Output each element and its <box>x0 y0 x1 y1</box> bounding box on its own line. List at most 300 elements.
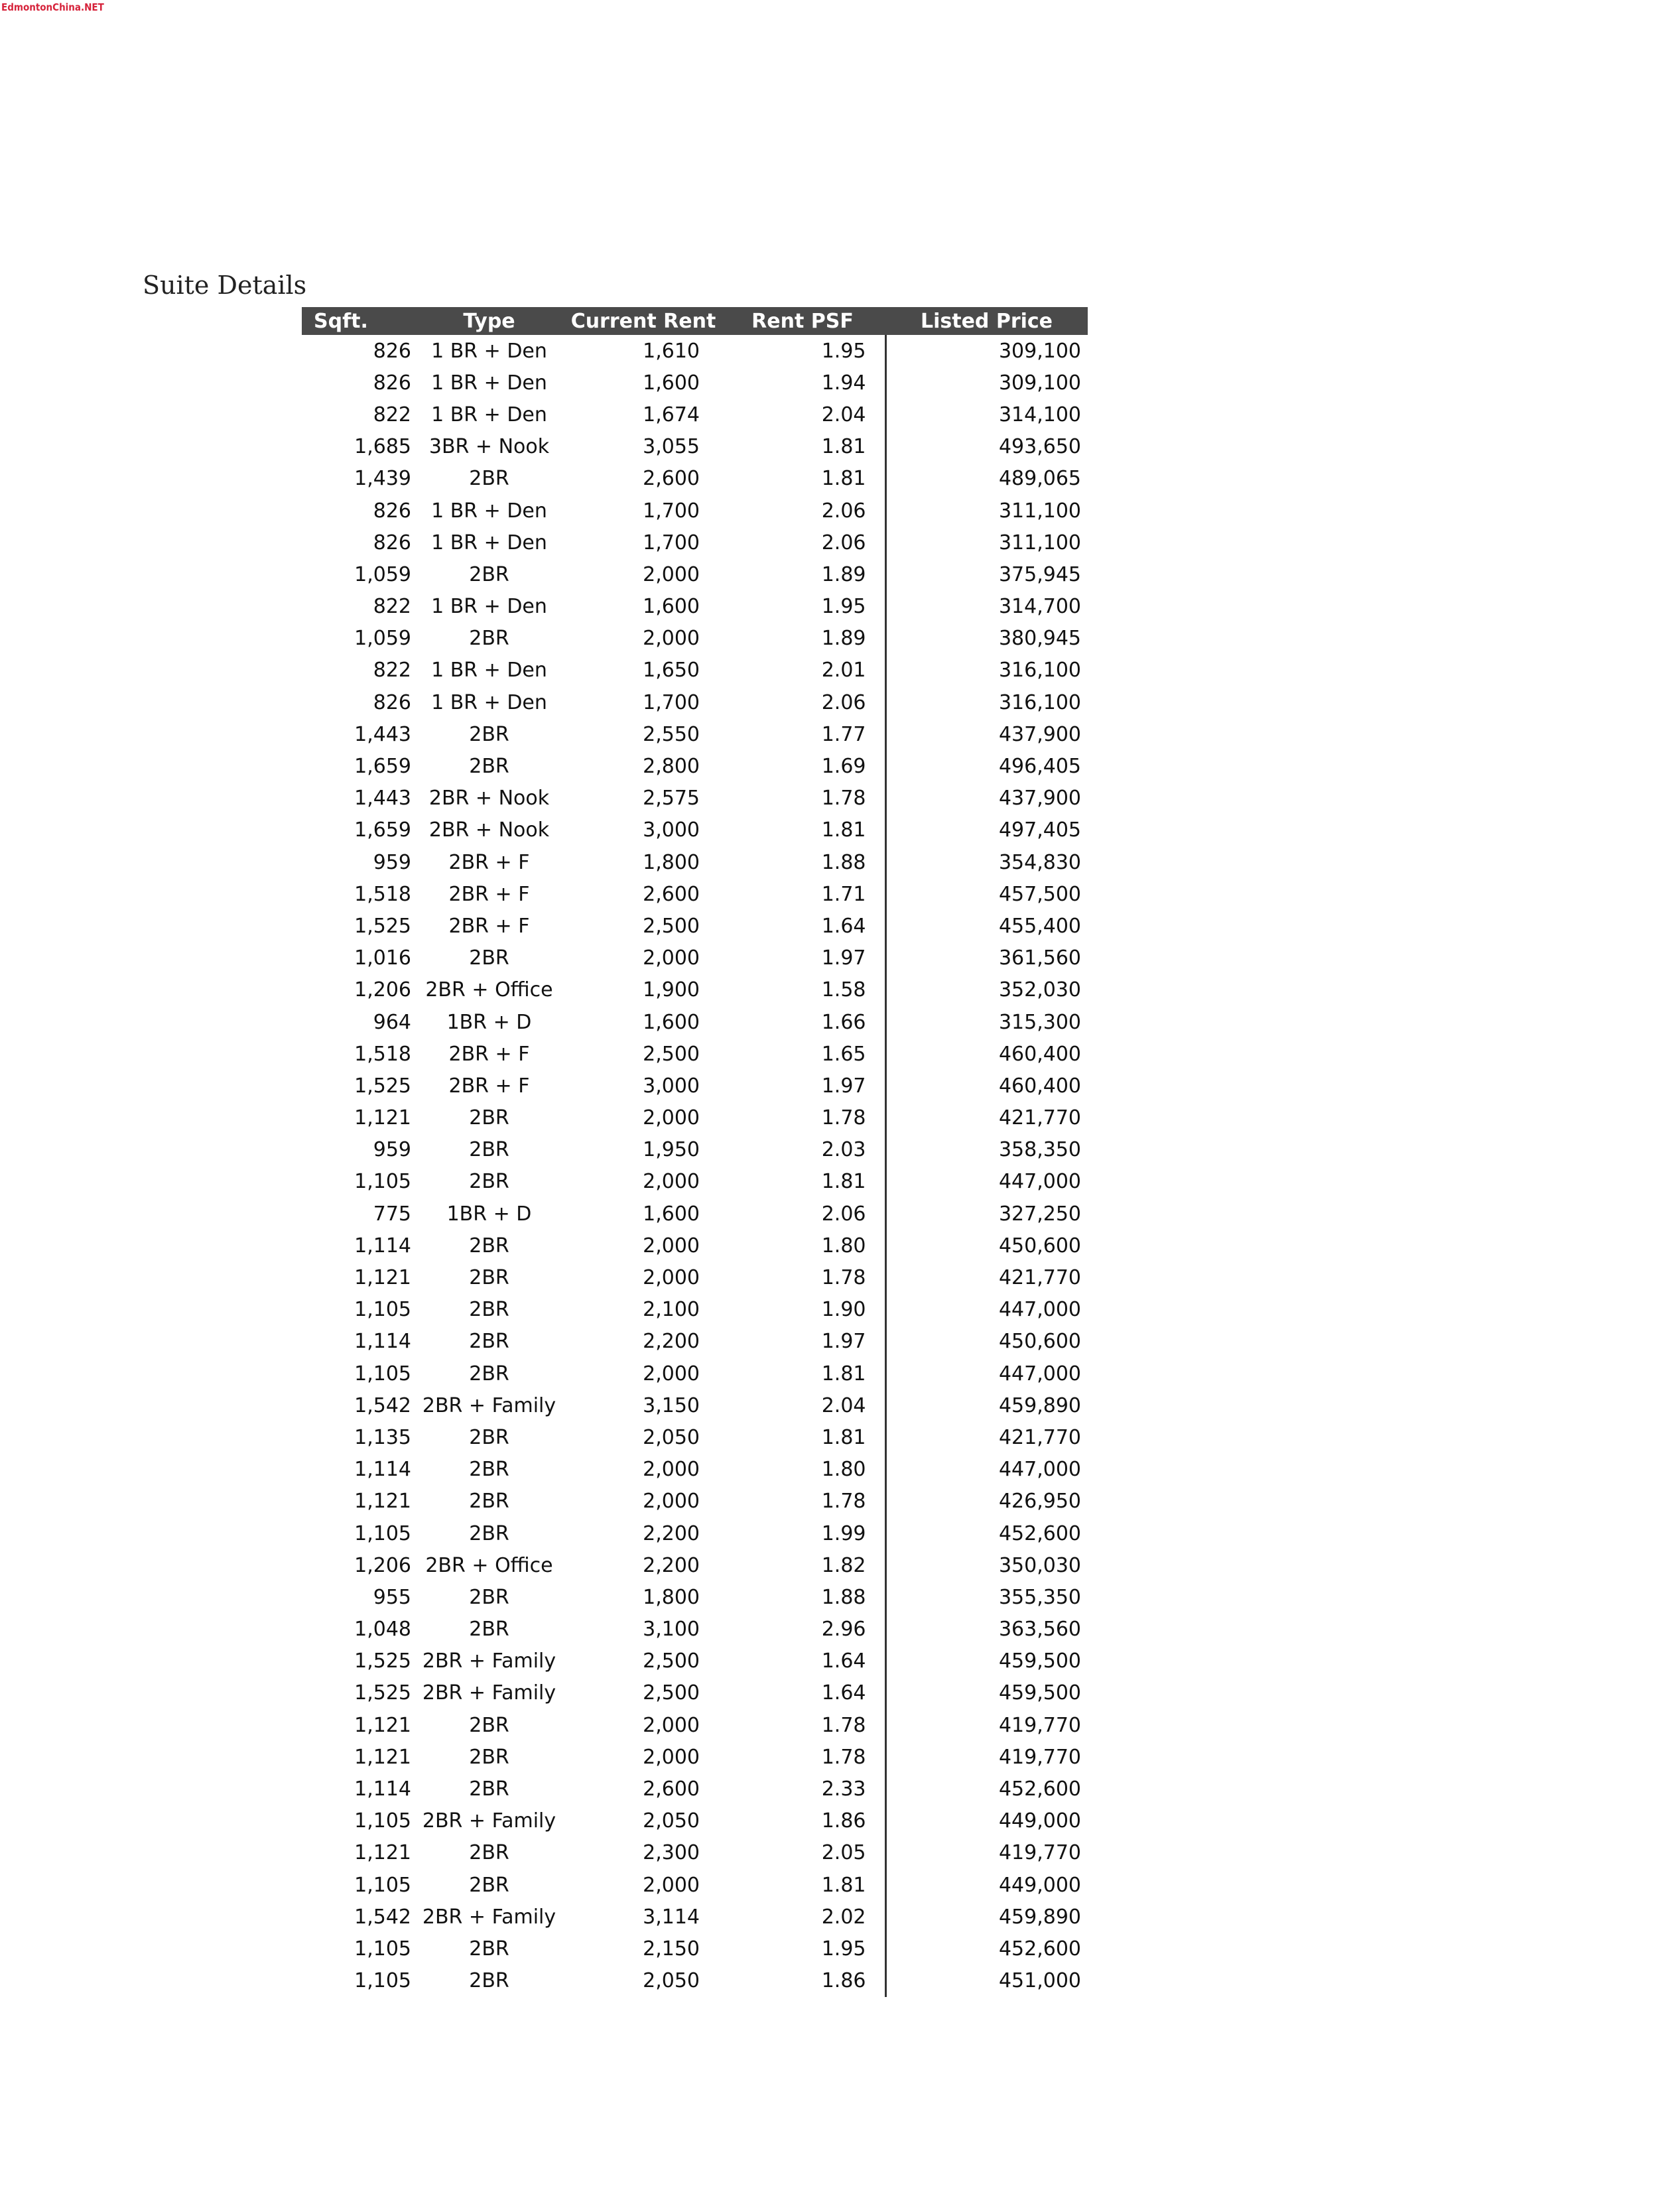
table-row <box>302 558 1088 590</box>
cell-listed-price: 447,000 <box>998 1362 1081 1386</box>
cell-type: 2BR <box>469 1298 509 1322</box>
cell-rent-psf: 1.95 <box>720 591 885 623</box>
cell-rent-psf: 1.78 <box>720 1709 885 1741</box>
cell-sqft: 826 <box>373 690 411 714</box>
cell-rent-psf: 1.71 <box>720 878 885 910</box>
cell-current-rent: 2,500 <box>643 914 700 938</box>
cell-type: 2BR <box>469 1969 509 1993</box>
cell-type: 2BR + Family <box>422 1681 556 1705</box>
cell-rent-psf: 1.81 <box>720 1421 885 1453</box>
table-row <box>302 399 1088 430</box>
table-row <box>302 910 1088 942</box>
cell-listed-price: 459,890 <box>998 1393 1081 1417</box>
cell-sqft: 822 <box>373 659 411 682</box>
cell-listed-price: 493,650 <box>998 435 1081 459</box>
cell-rent-psf: 1.78 <box>720 1486 885 1517</box>
cell-rent-psf: 2.96 <box>720 1614 885 1646</box>
cell-current-rent: 2,600 <box>643 882 700 906</box>
cell-sqft: 1,121 <box>354 1106 411 1130</box>
cell-current-rent: 3,000 <box>643 1074 700 1098</box>
cell-listed-price: 352,030 <box>998 978 1081 1002</box>
cell-current-rent: 1,800 <box>643 1585 700 1609</box>
header-sqft: Sqft. <box>302 307 411 335</box>
cell-current-rent: 2,600 <box>643 467 700 491</box>
header-listed-price: Listed Price <box>885 307 1088 335</box>
cell-listed-price: 452,600 <box>998 1777 1081 1801</box>
cell-listed-price: 457,500 <box>998 882 1081 906</box>
cell-sqft: 1,121 <box>354 1266 411 1290</box>
cell-type: 2BR + Family <box>422 1809 556 1833</box>
cell-type: 2BR <box>469 467 509 491</box>
cell-current-rent: 1,700 <box>643 531 700 554</box>
cell-sqft: 964 <box>373 1010 411 1034</box>
table-row <box>302 1773 1088 1805</box>
cell-rent-psf: 1.80 <box>720 1454 885 1486</box>
cell-sqft: 1,059 <box>354 627 411 651</box>
cell-rent-psf: 1.64 <box>720 910 885 942</box>
table-row <box>302 335 1088 367</box>
cell-rent-psf: 2.33 <box>720 1773 885 1805</box>
cell-type: 2BR <box>469 1234 509 1258</box>
cell-type: 2BR + F <box>448 1042 530 1066</box>
cell-listed-price: 447,000 <box>998 1458 1081 1482</box>
table-row <box>302 367 1088 399</box>
cell-rent-psf: 2.02 <box>720 1901 885 1933</box>
cell-type: 2BR <box>469 1777 509 1801</box>
cell-sqft: 1,105 <box>354 1298 411 1322</box>
cell-rent-psf: 2.03 <box>720 1134 885 1166</box>
cell-sqft: 1,105 <box>354 1873 411 1897</box>
cell-rent-psf: 1.89 <box>720 623 885 655</box>
table-row <box>302 1646 1088 1677</box>
cell-rent-psf: 1.66 <box>720 1006 885 1038</box>
cell-listed-price: 455,400 <box>998 914 1081 938</box>
cell-type: 2BR <box>469 1585 509 1609</box>
cell-listed-price: 311,100 <box>998 531 1081 554</box>
cell-type: 2BR + Office <box>425 978 553 1002</box>
table-row <box>302 1614 1088 1646</box>
cell-rent-psf: 1.95 <box>720 1933 885 1965</box>
table-row <box>302 1581 1088 1613</box>
cell-current-rent: 2,200 <box>643 1553 700 1577</box>
header-rent-psf: Rent PSF <box>720 307 885 335</box>
cell-listed-price: 316,100 <box>998 690 1081 714</box>
table-row <box>302 1166 1088 1198</box>
cell-sqft: 1,121 <box>354 1745 411 1769</box>
suite-details-table <box>302 307 1088 1997</box>
cell-rent-psf: 1.82 <box>720 1549 885 1581</box>
cell-current-rent: 2,000 <box>643 1745 700 1769</box>
cell-current-rent: 2,500 <box>643 1042 700 1066</box>
cell-type: 2BR + Family <box>422 1905 556 1929</box>
cell-sqft: 1,105 <box>354 1170 411 1194</box>
cell-type: 1 BR + Den <box>431 371 547 395</box>
cell-type: 2BR + Nook <box>428 787 550 810</box>
cell-current-rent: 2,050 <box>643 1809 700 1833</box>
cell-listed-price: 314,700 <box>998 595 1081 619</box>
cell-current-rent: 2,000 <box>643 1170 700 1194</box>
cell-rent-psf: 1.80 <box>720 1230 885 1261</box>
cell-sqft: 1,659 <box>354 755 411 779</box>
cell-sqft: 1,114 <box>354 1234 411 1258</box>
cell-sqft: 822 <box>373 403 411 426</box>
cell-current-rent: 1,674 <box>643 403 700 426</box>
cell-type: 2BR <box>469 1713 509 1737</box>
table-row <box>302 655 1088 686</box>
table-row <box>302 878 1088 910</box>
cell-sqft: 1,135 <box>354 1425 411 1449</box>
cell-listed-price: 327,250 <box>998 1202 1081 1226</box>
cell-listed-price: 450,600 <box>998 1330 1081 1354</box>
cell-listed-price: 426,950 <box>998 1490 1081 1514</box>
cell-type: 2BR <box>469 1521 509 1545</box>
cell-current-rent: 2,000 <box>643 1234 700 1258</box>
cell-listed-price: 497,405 <box>998 818 1081 842</box>
cell-current-rent: 2,050 <box>643 1425 700 1449</box>
cell-current-rent: 2,000 <box>643 1490 700 1514</box>
cell-current-rent: 1,600 <box>643 1010 700 1034</box>
cell-current-rent: 2,000 <box>643 1873 700 1897</box>
cell-current-rent: 2,000 <box>643 627 700 651</box>
cell-listed-price: 451,000 <box>998 1969 1081 1993</box>
cell-current-rent: 2,000 <box>643 1362 700 1386</box>
cell-listed-price: 309,100 <box>998 371 1081 395</box>
cell-rent-psf: 1.90 <box>720 1294 885 1326</box>
cell-listed-price: 419,770 <box>998 1745 1081 1769</box>
cell-listed-price: 421,770 <box>998 1425 1081 1449</box>
cell-listed-price: 489,065 <box>998 467 1081 491</box>
cell-rent-psf: 1.77 <box>720 718 885 750</box>
cell-sqft: 1,121 <box>354 1713 411 1737</box>
cell-rent-psf: 1.64 <box>720 1646 885 1677</box>
table-row <box>302 750 1088 782</box>
cell-sqft: 1,114 <box>354 1458 411 1482</box>
table-row <box>302 814 1088 846</box>
cell-sqft: 955 <box>373 1585 411 1609</box>
cell-current-rent: 1,900 <box>643 978 700 1002</box>
cell-type: 2BR <box>469 1425 509 1449</box>
cell-listed-price: 450,600 <box>998 1234 1081 1258</box>
table-row <box>302 1933 1088 1965</box>
cell-type: 1 BR + Den <box>431 531 547 554</box>
cell-current-rent: 2,000 <box>643 1713 700 1737</box>
table-row <box>302 591 1088 623</box>
cell-current-rent: 1,950 <box>643 1138 700 1162</box>
cell-rent-psf: 1.97 <box>720 942 885 974</box>
table-row <box>302 1038 1088 1070</box>
cell-rent-psf: 2.06 <box>720 495 885 527</box>
cell-rent-psf: 2.04 <box>720 1389 885 1421</box>
cell-type: 2BR <box>469 1330 509 1354</box>
cell-listed-price: 452,600 <box>998 1521 1081 1545</box>
cell-rent-psf: 1.86 <box>720 1965 885 1997</box>
cell-type: 2BR <box>469 1106 509 1130</box>
cell-rent-psf: 1.86 <box>720 1805 885 1837</box>
cell-rent-psf: 1.81 <box>720 1358 885 1389</box>
cell-current-rent: 1,800 <box>643 850 700 874</box>
cell-current-rent: 2,300 <box>643 1841 700 1865</box>
cell-rent-psf: 1.81 <box>720 1166 885 1198</box>
cell-sqft: 1,518 <box>354 882 411 906</box>
cell-current-rent: 3,000 <box>643 818 700 842</box>
cell-rent-psf: 1.97 <box>720 1070 885 1102</box>
cell-type: 2BR <box>469 1266 509 1290</box>
cell-sqft: 1,016 <box>354 946 411 970</box>
cell-current-rent: 3,114 <box>643 1905 700 1929</box>
cell-rent-psf: 1.64 <box>720 1677 885 1709</box>
cell-rent-psf: 2.06 <box>720 1198 885 1230</box>
cell-listed-price: 419,770 <box>998 1713 1081 1737</box>
cell-rent-psf: 1.81 <box>720 814 885 846</box>
table-row <box>302 1805 1088 1837</box>
cell-rent-psf: 1.99 <box>720 1517 885 1549</box>
cell-sqft: 1,121 <box>354 1490 411 1514</box>
cell-current-rent: 2,200 <box>643 1330 700 1354</box>
cell-current-rent: 2,575 <box>643 787 700 810</box>
cell-sqft: 1,439 <box>354 467 411 491</box>
cell-current-rent: 1,700 <box>643 690 700 714</box>
cell-current-rent: 2,000 <box>643 1106 700 1130</box>
cell-type: 2BR <box>469 1170 509 1194</box>
table-header-row <box>302 307 1088 335</box>
cell-sqft: 775 <box>373 1202 411 1226</box>
cell-type: 2BR <box>469 562 509 586</box>
cell-listed-price: 460,400 <box>998 1074 1081 1098</box>
cell-type: 2BR <box>469 1618 509 1642</box>
cell-sqft: 826 <box>373 499 411 523</box>
cell-type: 2BR <box>469 755 509 779</box>
table-row <box>302 527 1088 558</box>
cell-rent-psf: 1.97 <box>720 1326 885 1358</box>
header-type: Type <box>411 307 567 335</box>
cell-rent-psf: 1.78 <box>720 1261 885 1293</box>
table-row <box>302 783 1088 814</box>
table-row <box>302 1677 1088 1709</box>
table-row <box>302 1198 1088 1230</box>
cell-listed-price: 459,890 <box>998 1905 1081 1929</box>
cell-listed-price: 447,000 <box>998 1298 1081 1322</box>
cell-type: 2BR <box>469 722 509 746</box>
cell-type: 1 BR + Den <box>431 403 547 426</box>
cell-type: 2BR <box>469 946 509 970</box>
cell-sqft: 1,542 <box>354 1905 411 1929</box>
table-row <box>302 1230 1088 1261</box>
cell-rent-psf: 1.81 <box>720 463 885 495</box>
table-row <box>302 623 1088 655</box>
cell-current-rent: 2,100 <box>643 1298 700 1322</box>
cell-rent-psf: 1.78 <box>720 783 885 814</box>
cell-rent-psf: 1.95 <box>720 335 885 367</box>
cell-type: 2BR + F <box>448 850 530 874</box>
cell-rent-psf: 1.89 <box>720 558 885 590</box>
cell-type: 2BR <box>469 1138 509 1162</box>
cell-current-rent: 1,610 <box>643 339 700 363</box>
cell-type: 3BR + Nook <box>428 435 550 459</box>
cell-listed-price: 355,350 <box>998 1585 1081 1609</box>
cell-listed-price: 363,560 <box>998 1618 1081 1642</box>
cell-listed-price: 309,100 <box>998 339 1081 363</box>
cell-current-rent: 2,500 <box>643 1649 700 1673</box>
cell-sqft: 1,525 <box>354 1074 411 1098</box>
table-row <box>302 686 1088 718</box>
cell-sqft: 1,525 <box>354 1649 411 1673</box>
table-row <box>302 1549 1088 1581</box>
table-row <box>302 718 1088 750</box>
table-row <box>302 1326 1088 1358</box>
table-row <box>302 1486 1088 1517</box>
table-row <box>302 1261 1088 1293</box>
cell-type: 2BR <box>469 1873 509 1897</box>
cell-sqft: 1,121 <box>354 1841 411 1865</box>
cell-current-rent: 2,200 <box>643 1521 700 1545</box>
cell-sqft: 1,114 <box>354 1330 411 1354</box>
table-row <box>302 1006 1088 1038</box>
cell-listed-price: 460,400 <box>998 1042 1081 1066</box>
cell-sqft: 1,685 <box>354 435 411 459</box>
cell-sqft: 1,105 <box>354 1969 411 1993</box>
cell-listed-price: 375,945 <box>998 562 1081 586</box>
cell-sqft: 1,542 <box>354 1393 411 1417</box>
cell-rent-psf: 1.88 <box>720 1581 885 1613</box>
cell-type: 1 BR + Den <box>431 339 547 363</box>
cell-rent-psf: 2.04 <box>720 399 885 430</box>
table-row <box>302 1741 1088 1773</box>
cell-type: 2BR + F <box>448 882 530 906</box>
cell-current-rent: 2,000 <box>643 1458 700 1482</box>
cell-type: 2BR + Nook <box>428 818 550 842</box>
cell-rent-psf: 1.65 <box>720 1038 885 1070</box>
cell-listed-price: 449,000 <box>998 1809 1081 1833</box>
table-row <box>302 1901 1088 1933</box>
cell-listed-price: 380,945 <box>998 627 1081 651</box>
header-current-rent: Current Rent <box>567 307 720 335</box>
cell-current-rent: 3,150 <box>643 1393 700 1417</box>
table-row <box>302 1421 1088 1453</box>
table-row <box>302 1709 1088 1741</box>
cell-type: 2BR + F <box>448 1074 530 1098</box>
cell-sqft: 1,525 <box>354 914 411 938</box>
cell-type: 2BR <box>469 1458 509 1482</box>
cell-current-rent: 1,600 <box>643 371 700 395</box>
cell-listed-price: 354,830 <box>998 850 1081 874</box>
cell-current-rent: 2,550 <box>643 722 700 746</box>
cell-rent-psf: 2.01 <box>720 655 885 686</box>
table-row <box>302 1389 1088 1421</box>
cell-sqft: 1,443 <box>354 722 411 746</box>
cell-sqft: 826 <box>373 371 411 395</box>
cell-sqft: 1,105 <box>354 1937 411 1961</box>
cell-type: 2BR <box>469 1745 509 1769</box>
table-row <box>302 942 1088 974</box>
table-row <box>302 846 1088 878</box>
cell-listed-price: 350,030 <box>998 1553 1081 1577</box>
table-row <box>302 431 1088 463</box>
table-row <box>302 1294 1088 1326</box>
cell-sqft: 826 <box>373 339 411 363</box>
cell-rent-psf: 1.78 <box>720 1102 885 1134</box>
cell-rent-psf: 2.05 <box>720 1837 885 1869</box>
cell-listed-price: 421,770 <box>998 1266 1081 1290</box>
cell-rent-psf: 1.78 <box>720 1741 885 1773</box>
cell-sqft: 1,105 <box>354 1362 411 1386</box>
cell-sqft: 826 <box>373 531 411 554</box>
cell-listed-price: 358,350 <box>998 1138 1081 1162</box>
cell-current-rent: 2,000 <box>643 946 700 970</box>
cell-listed-price: 447,000 <box>998 1170 1081 1194</box>
table-row <box>302 1134 1088 1166</box>
cell-listed-price: 361,560 <box>998 946 1081 970</box>
cell-listed-price: 421,770 <box>998 1106 1081 1130</box>
cell-listed-price: 459,500 <box>998 1681 1081 1705</box>
cell-listed-price: 449,000 <box>998 1873 1081 1897</box>
cell-current-rent: 2,500 <box>643 1681 700 1705</box>
cell-rent-psf: 1.58 <box>720 974 885 1006</box>
site-watermark: EdmontonChina.NET <box>1 1 104 13</box>
cell-rent-psf: 1.69 <box>720 750 885 782</box>
cell-rent-psf: 1.88 <box>720 846 885 878</box>
cell-rent-psf: 1.81 <box>720 431 885 463</box>
cell-type: 2BR <box>469 1362 509 1386</box>
cell-sqft: 959 <box>373 1138 411 1162</box>
cell-sqft: 1,048 <box>354 1618 411 1642</box>
cell-type: 1BR + D <box>446 1202 532 1226</box>
cell-type: 1 BR + Den <box>431 690 547 714</box>
cell-type: 2BR <box>469 1937 509 1961</box>
cell-current-rent: 1,700 <box>643 499 700 523</box>
cell-sqft: 822 <box>373 595 411 619</box>
table-row <box>302 1070 1088 1102</box>
cell-current-rent: 2,000 <box>643 1266 700 1290</box>
cell-type: 1 BR + Den <box>431 659 547 682</box>
cell-sqft: 1,659 <box>354 818 411 842</box>
cell-listed-price: 316,100 <box>998 659 1081 682</box>
cell-current-rent: 3,055 <box>643 435 700 459</box>
table-row <box>302 1102 1088 1134</box>
cell-listed-price: 419,770 <box>998 1841 1081 1865</box>
cell-sqft: 1,518 <box>354 1042 411 1066</box>
cell-rent-psf: 1.81 <box>720 1869 885 1901</box>
table-row <box>302 1358 1088 1389</box>
cell-type: 2BR <box>469 627 509 651</box>
cell-type: 1BR + D <box>446 1010 532 1034</box>
cell-current-rent: 2,050 <box>643 1969 700 1993</box>
cell-listed-price: 437,900 <box>998 787 1081 810</box>
cell-current-rent: 1,600 <box>643 595 700 619</box>
cell-current-rent: 1,600 <box>643 1202 700 1226</box>
cell-listed-price: 315,300 <box>998 1010 1081 1034</box>
cell-sqft: 1,114 <box>354 1777 411 1801</box>
table-row <box>302 974 1088 1006</box>
cell-sqft: 1,059 <box>354 562 411 586</box>
cell-type: 2BR <box>469 1841 509 1865</box>
cell-listed-price: 459,500 <box>998 1649 1081 1673</box>
cell-listed-price: 314,100 <box>998 403 1081 426</box>
table-row <box>302 463 1088 495</box>
cell-listed-price: 496,405 <box>998 755 1081 779</box>
cell-type: 2BR <box>469 1490 509 1514</box>
cell-sqft: 1,105 <box>354 1809 411 1833</box>
cell-type: 2BR + Family <box>422 1393 556 1417</box>
cell-sqft: 1,525 <box>354 1681 411 1705</box>
cell-type: 2BR + F <box>448 914 530 938</box>
cell-sqft: 1,443 <box>354 787 411 810</box>
cell-current-rent: 2,150 <box>643 1937 700 1961</box>
cell-sqft: 1,206 <box>354 978 411 1002</box>
cell-type: 1 BR + Den <box>431 499 547 523</box>
cell-current-rent: 1,650 <box>643 659 700 682</box>
table-row <box>302 1965 1088 1997</box>
table-row <box>302 495 1088 527</box>
